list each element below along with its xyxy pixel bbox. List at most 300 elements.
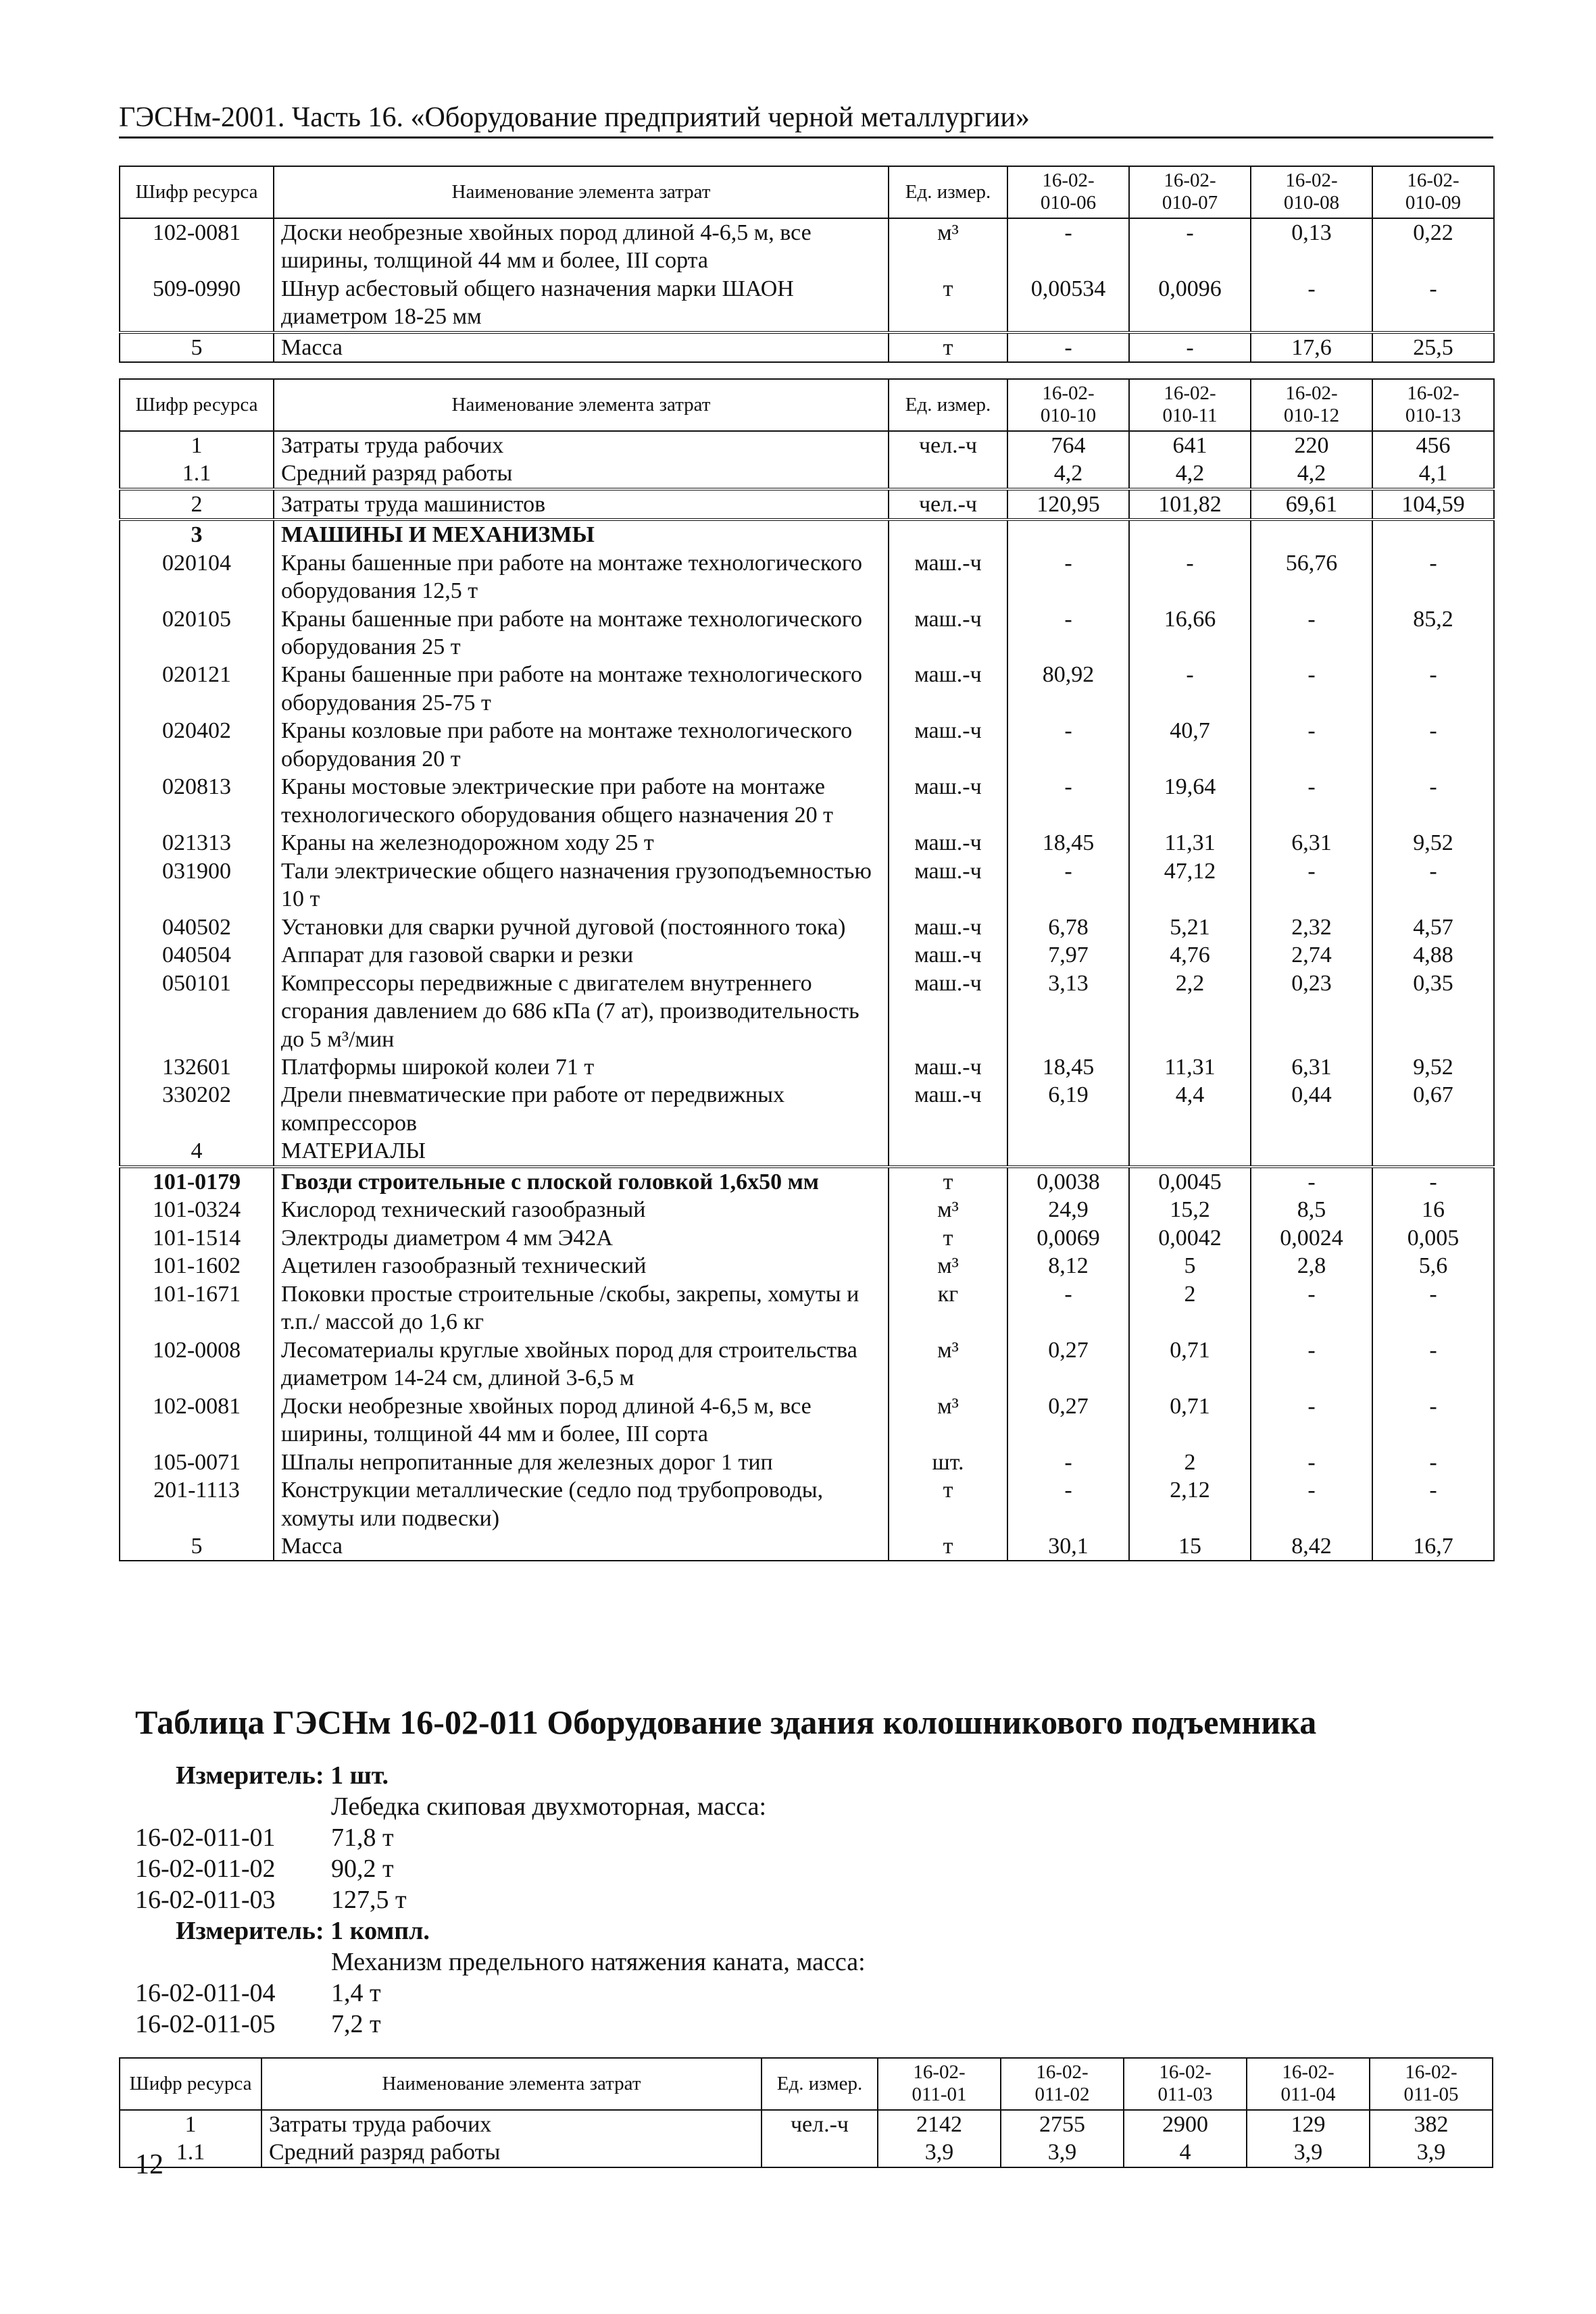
cell-value: 0,00534 [1007, 275, 1129, 332]
table-row [120, 857, 1494, 913]
cell-value: - [1007, 1449, 1129, 1476]
cell-value: 4,2 [1129, 459, 1251, 488]
cell-value: 2,32 [1251, 913, 1372, 941]
cell-value: 129 [1247, 2110, 1370, 2138]
cell-value [1372, 520, 1494, 549]
item-code: 16-02-011-03 [135, 1886, 276, 1914]
item-code: 16-02-011-02 [135, 1855, 276, 1883]
item-2 [135, 1853, 394, 1884]
item-5 [135, 2009, 381, 2040]
cell-value: - [1007, 1476, 1129, 1532]
cell-value: 0,27 [1007, 1392, 1129, 1449]
cell-value: 8,42 [1251, 1532, 1372, 1561]
col-header-norm: 16-02- 010-08 [1251, 166, 1372, 218]
cell-value: - [1129, 218, 1251, 275]
col-header-norm: 16-02- 010-06 [1007, 166, 1129, 218]
description-2: Механизм предельного натяжения каната, масса: [331, 1948, 866, 1976]
cell-unit: т [889, 275, 1007, 332]
cell-value: 40,7 [1129, 717, 1251, 773]
table-row [120, 332, 1494, 362]
cell-value: - [1129, 549, 1251, 605]
cell-code: 1.1 [120, 2138, 261, 2167]
table-row [120, 1196, 1494, 1224]
cell-name: Масса [274, 1532, 889, 1561]
table-row [120, 1449, 1494, 1476]
cell-value [1129, 1137, 1251, 1166]
col-header-code: Шифр ресурса [120, 379, 274, 431]
cell-value: - [1372, 717, 1494, 773]
cell-value: 5 [1129, 1252, 1251, 1280]
table-row [120, 1392, 1494, 1449]
cell-name: Краны башенные при работе на монтаже технологического оборудования 25-75 т [274, 661, 889, 717]
cell-name: Краны на железнодорожном ходу 25 т [274, 829, 889, 857]
cell-value: 0,0096 [1129, 275, 1251, 332]
cell-name: Лесоматериалы круглые хвойных пород для строительства диаметром 14-24 см, длиной 3-6,5 м [274, 1336, 889, 1392]
table-row [120, 459, 1494, 488]
cell-name: Установки для сварки ручной дуговой (постоянного тока) [274, 913, 889, 941]
cell-unit: м³ [889, 218, 1007, 275]
cell-value: - [1007, 605, 1129, 661]
cell-value: - [1251, 857, 1372, 913]
resource-table-1 [119, 166, 1495, 363]
cell-value: 9,52 [1372, 1053, 1494, 1081]
table-row [120, 661, 1494, 717]
cell-code: 3 [120, 520, 274, 549]
cell-code: 330202 [120, 1081, 274, 1137]
cell-value: 641 [1129, 431, 1251, 459]
cell-value: - [1372, 1336, 1494, 1392]
cell-code: 4 [120, 1137, 274, 1166]
cell-value: 5,21 [1129, 913, 1251, 941]
cell-value: - [1372, 773, 1494, 829]
cell-name: Дрели пневматические при работе от передвижных компрессоров [274, 1081, 889, 1137]
table-row [120, 941, 1494, 969]
cell-value: 220 [1251, 431, 1372, 459]
cell-value: 2,74 [1251, 941, 1372, 969]
cell-value: - [1007, 1280, 1129, 1336]
cell-code: 050101 [120, 970, 274, 1053]
cell-value: 0,0024 [1251, 1224, 1372, 1252]
col-header-norm: 16-02- 010-12 [1251, 379, 1372, 431]
cell-value [1251, 1137, 1372, 1166]
meter-2: Измеритель: 1 компл. [176, 1917, 430, 1945]
cell-value: 101,82 [1129, 489, 1251, 520]
cell-code: 020105 [120, 605, 274, 661]
cell-code: 5 [120, 332, 274, 362]
cell-code: 020813 [120, 773, 274, 829]
cell-code: 509-0990 [120, 275, 274, 332]
table-row [120, 431, 1494, 459]
table-row [120, 1476, 1494, 1532]
cell-unit [762, 2138, 878, 2167]
cell-value: 2755 [1001, 2110, 1124, 2138]
cell-name: МАТЕРИАЛЫ [274, 1137, 889, 1166]
cell-value: 3,9 [1001, 2138, 1124, 2167]
cell-value: - [1372, 1280, 1494, 1336]
cell-unit: т [889, 332, 1007, 362]
item-1 [135, 1822, 394, 1853]
cell-value: - [1129, 332, 1251, 362]
cell-unit: шт. [889, 1449, 1007, 1476]
cell-unit: маш.-ч [889, 1081, 1007, 1137]
cell-unit [889, 1137, 1007, 1166]
cell-code: 1.1 [120, 459, 274, 488]
cell-value: 2142 [878, 2110, 1001, 2138]
cell-value: 5,6 [1372, 1252, 1494, 1280]
item-3 [135, 1884, 407, 1915]
table-row [120, 275, 1494, 332]
cell-value: - [1129, 661, 1251, 717]
cell-value: 8,12 [1007, 1252, 1129, 1280]
table-row [120, 1252, 1494, 1280]
cell-value: - [1372, 1392, 1494, 1449]
cell-value: 456 [1372, 431, 1494, 459]
table-row [120, 2138, 1493, 2167]
cell-value: - [1372, 1476, 1494, 1532]
cell-unit: м³ [889, 1336, 1007, 1392]
cell-value: 2,12 [1129, 1476, 1251, 1532]
item-value: 7,2 т [331, 2010, 381, 2038]
cell-value: 80,92 [1007, 661, 1129, 717]
cell-value: 0,13 [1251, 218, 1372, 275]
cell-value [1129, 520, 1251, 549]
description-1: Лебедка скиповая двухмоторная, масса: [331, 1792, 767, 1821]
cell-value: 17,6 [1251, 332, 1372, 362]
cell-value: 104,59 [1372, 489, 1494, 520]
cell-value: 0,005 [1372, 1224, 1494, 1252]
table-row [120, 489, 1494, 520]
cell-value: - [1251, 1449, 1372, 1476]
cell-code: 031900 [120, 857, 274, 913]
cell-code: 040502 [120, 913, 274, 941]
cell-value: 6,78 [1007, 913, 1129, 941]
page-number: 12 [135, 2149, 164, 2180]
cell-code: 102-0081 [120, 1392, 274, 1449]
table-row [120, 913, 1494, 941]
cell-value: 0,71 [1129, 1392, 1251, 1449]
col-header-norm: 16-02- 010-07 [1129, 166, 1251, 218]
cell-value: - [1007, 857, 1129, 913]
cell-value: 4,2 [1007, 459, 1129, 488]
cell-value: 16,7 [1372, 1532, 1494, 1561]
cell-name: Гвозди строительные с плоской головкой 1,6х50 мм [274, 1167, 889, 1196]
col-header-norm: 16-02- 010-09 [1372, 166, 1494, 218]
item-value: 71,8 т [331, 1823, 394, 1852]
cell-value: - [1251, 1392, 1372, 1449]
cell-name: Поковки простые строительные /скобы, закрепы, хомуты и т.п./ массой до 1,6 кг [274, 1280, 889, 1336]
item-value: 90,2 т [331, 1855, 394, 1883]
cell-code: 5 [120, 1532, 274, 1561]
table-row [120, 605, 1494, 661]
cell-value: - [1007, 218, 1129, 275]
col-header-name: Наименование элемента затрат [261, 2058, 762, 2110]
cell-value: 15,2 [1129, 1196, 1251, 1224]
col-header-norm: 16-02- 010-13 [1372, 379, 1494, 431]
cell-code: 1 [120, 2110, 261, 2138]
cell-value: - [1007, 773, 1129, 829]
cell-code: 020121 [120, 661, 274, 717]
cell-code: 102-0008 [120, 1336, 274, 1392]
cell-unit: чел.-ч [889, 489, 1007, 520]
cell-unit: кг [889, 1280, 1007, 1336]
cell-value: 0,71 [1129, 1336, 1251, 1392]
cell-value: 16 [1372, 1196, 1494, 1224]
cell-name: Затраты труда рабочих [261, 2110, 762, 2138]
cell-value: - [1372, 275, 1494, 332]
cell-unit: маш.-ч [889, 941, 1007, 969]
cell-value: 3,9 [878, 2138, 1001, 2167]
cell-value: 30,1 [1007, 1532, 1129, 1561]
cell-value: 3,9 [1247, 2138, 1370, 2167]
col-header-unit: Ед. измер. [762, 2058, 878, 2110]
cell-unit: м³ [889, 1252, 1007, 1280]
cell-value: 4,76 [1129, 941, 1251, 969]
cell-code: 020402 [120, 717, 274, 773]
cell-unit: маш.-ч [889, 970, 1007, 1053]
section-title: Таблица ГЭСНм 16-02-011 Оборудование здания колошникового подъемника [135, 1703, 1317, 1741]
cell-unit [889, 459, 1007, 488]
cell-code: 101-1671 [120, 1280, 274, 1336]
cell-name: Средний разряд работы [274, 459, 889, 488]
cell-value [1372, 1137, 1494, 1166]
cell-value: 0,23 [1251, 970, 1372, 1053]
cell-name: Платформы широкой колеи 71 т [274, 1053, 889, 1081]
cell-value: 15 [1129, 1532, 1251, 1561]
col-header-norm: 16-02- 010-11 [1129, 379, 1251, 431]
cell-value: 11,31 [1129, 829, 1251, 857]
cell-value: 25,5 [1372, 332, 1494, 362]
cell-value: 0,27 [1007, 1336, 1129, 1392]
cell-name: Электроды диаметром 4 мм Э42А [274, 1224, 889, 1252]
col-header-norm: 16-02- 011-05 [1370, 2058, 1493, 2110]
col-header-norm: 16-02- 011-01 [878, 2058, 1001, 2110]
cell-value: 2 [1129, 1280, 1251, 1336]
table-row [120, 1336, 1494, 1392]
cell-value: 2900 [1124, 2110, 1247, 2138]
table-row [120, 1081, 1494, 1137]
cell-value: - [1372, 1167, 1494, 1196]
cell-value: - [1372, 857, 1494, 913]
cell-code: 132601 [120, 1053, 274, 1081]
cell-code: 201-1113 [120, 1476, 274, 1532]
cell-value: 3,9 [1370, 2138, 1493, 2167]
col-header-code: Шифр ресурса [120, 2058, 261, 2110]
cell-value: 4,4 [1129, 1081, 1251, 1137]
table-row [120, 1224, 1494, 1252]
cell-value: 3,13 [1007, 970, 1129, 1053]
cell-value: 4 [1124, 2138, 1247, 2167]
cell-code: 2 [120, 489, 274, 520]
cell-unit: маш.-ч [889, 717, 1007, 773]
cell-value: - [1251, 1336, 1372, 1392]
cell-value [1007, 520, 1129, 549]
cell-unit: маш.-ч [889, 829, 1007, 857]
cell-value: 0,0069 [1007, 1224, 1129, 1252]
cell-unit: м³ [889, 1196, 1007, 1224]
cell-value: - [1007, 717, 1129, 773]
cell-name: Краны мостовые электрические при работе на монтаже технологического оборудования общего назначения 20 т [274, 773, 889, 829]
cell-value [1007, 1137, 1129, 1166]
col-header-norm: 16-02- 010-10 [1007, 379, 1129, 431]
cell-value: - [1372, 661, 1494, 717]
running-header: ГЭСНм-2001. Часть 16. «Оборудование предприятий черной металлургии» [119, 101, 1493, 139]
cell-value: 18,45 [1007, 1053, 1129, 1081]
cell-unit: т [889, 1224, 1007, 1252]
cell-unit: маш.-ч [889, 605, 1007, 661]
cell-value: 9,52 [1372, 829, 1494, 857]
col-header-unit: Ед. измер. [889, 166, 1007, 218]
cell-name: Масса [274, 332, 889, 362]
cell-name: Краны башенные при работе на монтаже технологического оборудования 12,5 т [274, 549, 889, 605]
cell-code: 101-1514 [120, 1224, 274, 1252]
cell-value: 56,76 [1251, 549, 1372, 605]
cell-unit: маш.-ч [889, 913, 1007, 941]
cell-name: Тали электрические общего назначения грузоподъемностью 10 т [274, 857, 889, 913]
table-row [120, 1167, 1494, 1196]
cell-unit: маш.-ч [889, 549, 1007, 605]
cell-name: Доски необрезные хвойных пород длиной 4-6,5 м, все ширины, толщиной 44 мм и более, III сорта [274, 218, 889, 275]
table-row [120, 1137, 1494, 1166]
cell-value: - [1251, 275, 1372, 332]
cell-value: 47,12 [1129, 857, 1251, 913]
cell-name: Кислород технический газообразный [274, 1196, 889, 1224]
cell-unit: маш.-ч [889, 857, 1007, 913]
cell-unit: чел.-ч [889, 431, 1007, 459]
table-row [120, 1053, 1494, 1081]
item-code: 16-02-011-04 [135, 1979, 276, 2007]
cell-name: Компрессоры передвижные с двигателем внутреннего сгорания давлением до 686 кПа (7 ат), производительность до 5 м³/мин [274, 970, 889, 1053]
cell-name: Краны башенные при работе на монтаже технологического оборудования 25 т [274, 605, 889, 661]
cell-value: 6,31 [1251, 1053, 1372, 1081]
cell-value: - [1007, 332, 1129, 362]
cell-value: 69,61 [1251, 489, 1372, 520]
cell-value: 0,22 [1372, 218, 1494, 275]
item-4 [135, 1978, 381, 2009]
item-code: 16-02-011-05 [135, 2010, 276, 2038]
cell-value: 8,5 [1251, 1196, 1372, 1224]
table-row [120, 549, 1494, 605]
cell-value: 6,31 [1251, 829, 1372, 857]
cell-value: 16,66 [1129, 605, 1251, 661]
table-row [120, 717, 1494, 773]
cell-value: 0,44 [1251, 1081, 1372, 1137]
cell-value: 2,2 [1129, 970, 1251, 1053]
table-row [120, 773, 1494, 829]
cell-unit: маш.-ч [889, 1053, 1007, 1081]
cell-value: 120,95 [1007, 489, 1129, 520]
cell-value: - [1251, 717, 1372, 773]
table-row [120, 2110, 1493, 2138]
cell-unit: м³ [889, 1392, 1007, 1449]
cell-code: 040504 [120, 941, 274, 969]
cell-unit: т [889, 1476, 1007, 1532]
cell-value: 764 [1007, 431, 1129, 459]
cell-name: МАШИНЫ И МЕХАНИЗМЫ [274, 520, 889, 549]
cell-value: - [1251, 1280, 1372, 1336]
cell-value: 0,67 [1372, 1081, 1494, 1137]
cell-name: Шнур асбестовый общего назначения марки ШАОН диаметром 18-25 мм [274, 275, 889, 332]
table-row [120, 1532, 1494, 1561]
cell-name: Средний разряд работы [261, 2138, 762, 2167]
cell-value: 11,31 [1129, 1053, 1251, 1081]
cell-value: - [1251, 661, 1372, 717]
cell-value: - [1251, 773, 1372, 829]
cell-value: 0,0045 [1129, 1167, 1251, 1196]
col-header-name: Наименование элемента затрат [274, 379, 889, 431]
cell-value: 2 [1129, 1449, 1251, 1476]
resource-table-2 [119, 378, 1495, 1561]
col-header-unit: Ед. измер. [889, 379, 1007, 431]
col-header-code: Шифр ресурса [120, 166, 274, 218]
col-header-norm: 16-02- 011-02 [1001, 2058, 1124, 2110]
cell-value: 85,2 [1372, 605, 1494, 661]
cell-value: - [1251, 605, 1372, 661]
cell-value: - [1251, 1476, 1372, 1532]
cell-value: - [1251, 1167, 1372, 1196]
cell-unit: т [889, 1167, 1007, 1196]
cell-name: Конструкции металлические (седло под трубопроводы, хомуты или подвески) [274, 1476, 889, 1532]
cell-value: 24,9 [1007, 1196, 1129, 1224]
cell-code: 101-1602 [120, 1252, 274, 1280]
cell-name: Затраты труда рабочих [274, 431, 889, 459]
cell-value: - [1372, 1449, 1494, 1476]
item-code: 16-02-011-01 [135, 1823, 276, 1852]
cell-value: - [1372, 549, 1494, 605]
table-row [120, 970, 1494, 1053]
item-value: 1,4 т [331, 1979, 381, 2007]
cell-value: 0,0042 [1129, 1224, 1251, 1252]
cell-value: 4,1 [1372, 459, 1494, 488]
cell-unit: т [889, 1532, 1007, 1561]
cell-value: 0,0038 [1007, 1167, 1129, 1196]
cell-name: Затраты труда машинистов [274, 489, 889, 520]
cell-name: Доски необрезные хвойных пород длиной 4-6,5 м, все ширины, толщиной 44 мм и более, III сорта [274, 1392, 889, 1449]
table-row [120, 218, 1494, 275]
cell-code: 102-0081 [120, 218, 274, 275]
col-header-norm: 16-02- 011-04 [1247, 2058, 1370, 2110]
cell-value: - [1007, 549, 1129, 605]
cell-value: 4,88 [1372, 941, 1494, 969]
cell-value: 6,19 [1007, 1081, 1129, 1137]
item-value: 127,5 т [331, 1886, 407, 1914]
cell-code: 021313 [120, 829, 274, 857]
cell-name: Ацетилен газообразный технический [274, 1252, 889, 1280]
cell-unit [889, 520, 1007, 549]
cell-unit: чел.-ч [762, 2110, 878, 2138]
cell-value: 7,97 [1007, 941, 1129, 969]
cell-value: 4,2 [1251, 459, 1372, 488]
cell-value: 0,35 [1372, 970, 1494, 1053]
resource-table-3 [119, 2057, 1493, 2168]
table-row [120, 520, 1494, 549]
cell-unit: маш.-ч [889, 661, 1007, 717]
cell-name: Аппарат для газовой сварки и резки [274, 941, 889, 969]
cell-value [1251, 520, 1372, 549]
col-header-name: Наименование элемента затрат [274, 166, 889, 218]
cell-code: 101-0324 [120, 1196, 274, 1224]
cell-value: 19,64 [1129, 773, 1251, 829]
cell-value: 382 [1370, 2110, 1493, 2138]
cell-code: 1 [120, 431, 274, 459]
cell-code: 101-0179 [120, 1167, 274, 1196]
table-row [120, 829, 1494, 857]
cell-code: 020104 [120, 549, 274, 605]
col-header-norm: 16-02- 011-03 [1124, 2058, 1247, 2110]
cell-value: 2,8 [1251, 1252, 1372, 1280]
cell-code: 105-0071 [120, 1449, 274, 1476]
cell-name: Шпалы непропитанные для железных дорог 1 тип [274, 1449, 889, 1476]
cell-value: 18,45 [1007, 829, 1129, 857]
